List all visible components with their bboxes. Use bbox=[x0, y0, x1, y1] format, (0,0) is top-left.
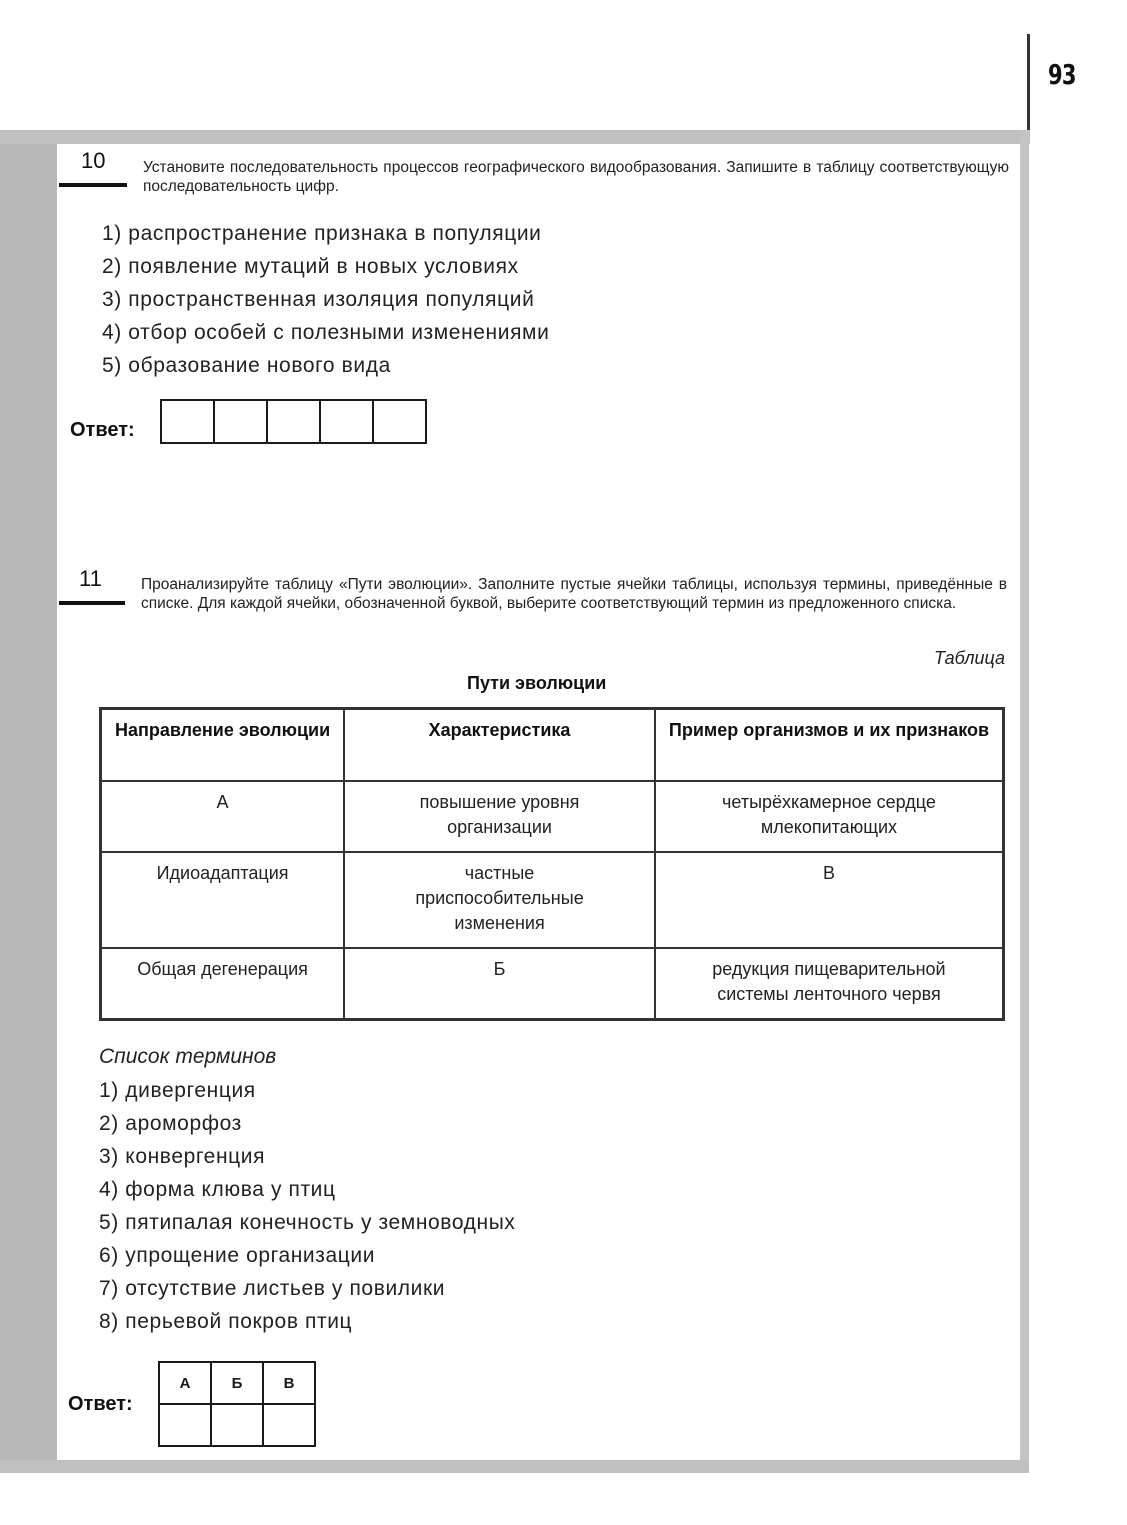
table-row bbox=[101, 948, 1004, 1019]
answer-cell[interactable] bbox=[267, 400, 320, 443]
answer-value-row bbox=[159, 1404, 315, 1446]
task-panel bbox=[57, 144, 1020, 1460]
table-title: Пути эволюции bbox=[467, 673, 607, 693]
page-rule bbox=[1027, 34, 1030, 134]
task-10-options bbox=[102, 222, 549, 387]
table-cell: редукция пищеварительной системы ленточного червя bbox=[655, 948, 1004, 1019]
table-cell: А bbox=[101, 781, 345, 852]
evolution-table bbox=[99, 707, 1005, 1021]
answer-cell[interactable] bbox=[211, 1404, 263, 1446]
option-item: 4) отбор особей с полезными изменениями bbox=[102, 321, 550, 344]
task-11-answer-grid bbox=[158, 1361, 316, 1447]
task-11-answer-label: Ответ: bbox=[68, 1393, 133, 1415]
table-row bbox=[101, 852, 1004, 948]
term-item: 3) конвергенция bbox=[99, 1145, 266, 1168]
term-item: 2) ароморфоз bbox=[99, 1112, 242, 1135]
table-cell: повышение уровня организации bbox=[344, 781, 655, 852]
table-cell: четырёхкамерное сердце млекопитающих bbox=[655, 781, 1004, 852]
table-label: Таблица bbox=[933, 648, 1005, 668]
option-item: 3) пространственная изоляция популяций bbox=[102, 288, 535, 311]
answer-cell[interactable] bbox=[214, 400, 267, 443]
term-item: 1) дивергенция bbox=[99, 1079, 256, 1102]
answer-header-cell: А bbox=[159, 1362, 211, 1404]
task-10-marker-bar bbox=[59, 183, 127, 187]
task-11-marker-bar bbox=[59, 601, 125, 605]
table-cell: Идиоадаптация bbox=[101, 852, 345, 948]
option-item: 2) появление мутаций в новых условиях bbox=[102, 255, 519, 278]
table-cell: частные приспособительные изменения bbox=[344, 852, 655, 948]
answer-cell[interactable] bbox=[373, 400, 426, 443]
answer-cell[interactable] bbox=[161, 400, 214, 443]
term-item: 6) упрощение организации bbox=[99, 1244, 376, 1267]
answer-cell[interactable] bbox=[159, 1404, 211, 1446]
task-10-number: 10 bbox=[81, 148, 106, 173]
option-item: 1) распространение признака в популяции bbox=[102, 222, 542, 245]
column-header: Характеристика bbox=[344, 709, 655, 782]
frame-top-border bbox=[0, 130, 1030, 144]
table-row bbox=[101, 781, 1004, 852]
answer-cell[interactable] bbox=[320, 400, 373, 443]
terms-list-title: Список терминов bbox=[99, 1045, 277, 1068]
term-item: 7) отсутствие листьев у повилики bbox=[99, 1277, 446, 1300]
term-item: 4) форма клюва у птиц bbox=[99, 1178, 336, 1201]
answer-header-row bbox=[159, 1362, 315, 1404]
answer-cell[interactable] bbox=[263, 1404, 315, 1446]
option-item: 5) образование нового вида bbox=[102, 354, 391, 377]
task-10-answer-label: Ответ: bbox=[70, 419, 135, 441]
task-10-instruction: Установите последовательность процессов географического видообразования. Запишите в таблицу соответствующую последовательность цифр. bbox=[143, 159, 1009, 195]
table-cell: В bbox=[655, 852, 1004, 948]
answer-header-cell: В bbox=[263, 1362, 315, 1404]
table-cell: Общая дегенерация bbox=[101, 948, 345, 1019]
task-11-number: 11 bbox=[79, 566, 102, 591]
frame-left-border bbox=[0, 130, 57, 1473]
task-11-instruction: Проанализируйте таблицу «Пути эволюции». Заполните пустые ячейки таблицы, используя термины, приведённые в списке. Для каждой ячейки, обозначенной буквой, выберите соответствующий термин из предложенного списка. bbox=[141, 576, 1007, 612]
table-header-row bbox=[101, 709, 1004, 782]
terms-list bbox=[99, 1079, 515, 1343]
frame-right-border bbox=[1020, 130, 1029, 1473]
page-number: 93 bbox=[1048, 58, 1076, 91]
column-header: Направление эволюции bbox=[101, 709, 345, 782]
task-10-answer-grid bbox=[160, 399, 427, 444]
table-cell: Б bbox=[344, 948, 655, 1019]
term-item: 8) перьевой покров птиц bbox=[99, 1310, 353, 1333]
term-item: 5) пятипалая конечность у земноводных bbox=[99, 1211, 516, 1234]
answer-header-cell: Б bbox=[211, 1362, 263, 1404]
column-header: Пример организмов и их признаков bbox=[655, 709, 1004, 782]
frame-bottom-border bbox=[0, 1460, 1029, 1473]
